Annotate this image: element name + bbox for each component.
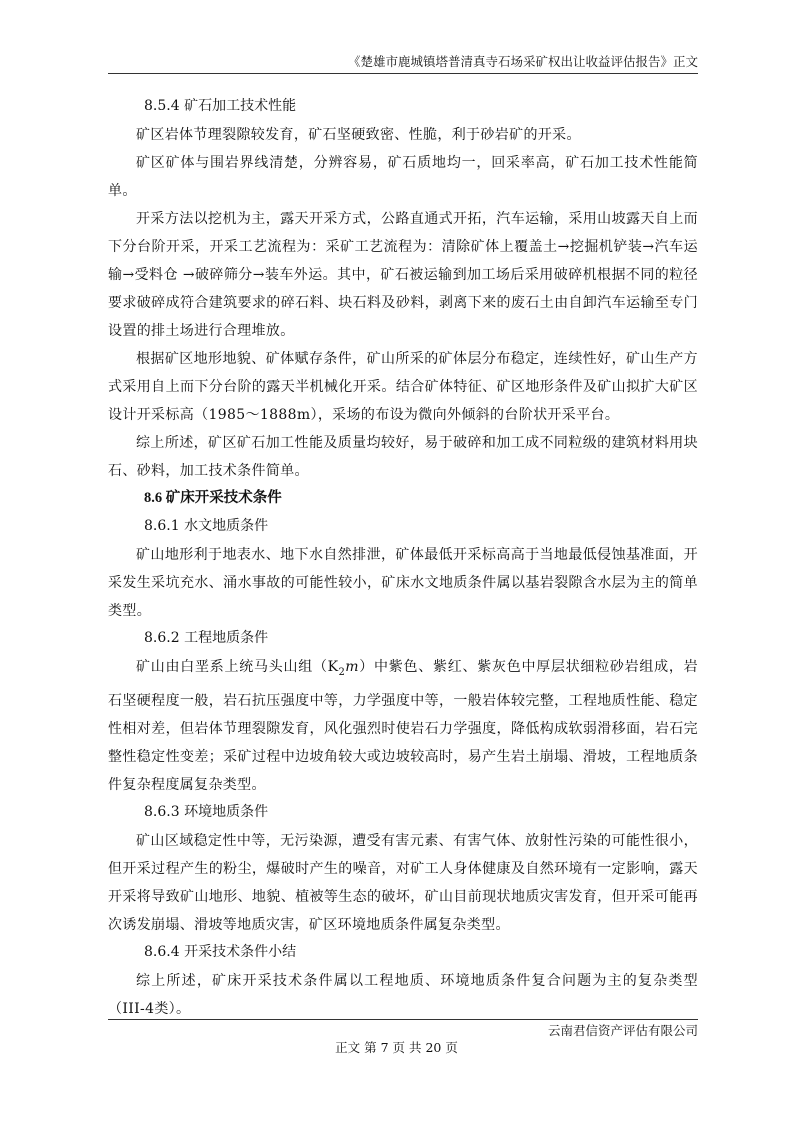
footer-company: 云南君信资产评估有限公司 — [547, 1023, 698, 1038]
formation-subscript: 2 — [338, 666, 346, 678]
text-run: ）中紫色、紫红、紫灰色中厚层状细粒砂岩组成，岩石坚硬程度一般，岩石抗压强度中等，力学强度中等，一般岩体较完整，工程地质性能、稳定性相对差，但岩体节理裂隙发育，风化强烈时使岩石力学强度，降低构成软弱滑移面，岩石完整性稳定性变差；采矿过程中边坡角较大或边坡较高时，易产生岩土崩塌、滑坡，工程地质条件复杂程度属复杂类型。 — [108, 659, 698, 793]
section-heading-8-6-3: 8.6.3 环境地质条件 — [144, 803, 269, 820]
paragraph — [108, 653, 698, 799]
paragraph: 矿山地形利于地表水、地下水自然排泄，矿体最低开采标高高于当地最低侵蚀基准面，开采发生采坑充水、涌水事故的可能性较小，矿床水文地质条件属以基岩裂隙含水层为主的简单类型。 — [108, 547, 698, 619]
footer-divider — [108, 1019, 698, 1020]
paragraph: 矿区岩体节理裂隙较发育，矿石坚硬致密、性脆，利于砂岩矿的开采。 — [136, 127, 581, 143]
page-header — [108, 48, 698, 74]
paragraph: 矿区矿体与围岩界线清楚，分辨容易，矿石质地均一，回采率高，矿石加工技术性能简单。 — [108, 155, 698, 199]
header-title: 《楚雄市鹿城镇塔普清真寺石场采矿权出让收益评估报告》正文 — [347, 54, 698, 69]
page-number: 正文 第 7 页 共 20 页 — [335, 1040, 458, 1055]
section-heading-8-6: 8.6 矿床开采技术条件 — [144, 490, 282, 506]
section-heading-8-6-2: 8.6.2 工程地质条件 — [144, 630, 269, 646]
paragraph: 综上所述，矿区矿石加工性能及质量均较好，易于破碎和加工成不同粒级的建筑材料用块石、砂料，加工技术条件简单。 — [108, 435, 698, 479]
paragraph: 综上所述，矿床开采技术条件属以工程地质、环境地质条件复合问题为主的复杂类型（III-4类）。 — [108, 972, 698, 1017]
section-heading-8-6-1: 8.6.1 水文地质条件 — [144, 518, 269, 534]
paragraph: 开采方法以挖机为主，露天开采方式，公路直通式开拓，汽车运输，采用山坡露天自上而下分台阶开采，开采工艺流程为：采矿工艺流程为：清除矿体上覆盖土→挖掘机铲装→汽车运输→受料仓 →破碎筛分→装车外运。其中，矿石被运输到加工场后采用破碎机根据不同的粒径要求破碎成符合建筑要求的碎石料、块石料及砂料，剥离下来的废石土由自卸汽车运输至专门设置的排土场进行合理堆放。 — [108, 211, 698, 339]
paragraph: 矿山区域稳定性中等，无污染源，遭受有害元素、有害气体、放射性污染的可能性很小，但开采过程产生的粉尘，爆破时产生的噪音，对矿工人身体健康及自然环境有一定影响，露天开采将导致矿山地形、地貌、植被等生态的破坏，矿山目前现状地质灾害发育，但开采可能再次诱发崩塌、滑坡等地质灾害，矿区环境地质条件属复杂类型。 — [108, 832, 698, 933]
text-run: 矿山由白垩系上统马头山组（K — [136, 659, 339, 675]
document-body — [108, 93, 698, 1023]
paragraph: 根据矿区地形地貌、矿体赋存条件，矿山所采的矿体层分布稳定，连续性好，矿山生产方式采用自上而下分台阶的露天半机械化开采。结合矿体特征、矿区地形条件及矿山拟扩大矿区设计开采标高（1985～1888m），采场的布设为微向外倾斜的台阶状开采平台。 — [108, 351, 698, 423]
section-heading-8-6-4: 8.6.4 开采技术条件小结 — [144, 943, 297, 960]
formation-italic: m — [345, 659, 359, 675]
section-heading-8-5-4: 8.5.4 矿石加工技术性能 — [144, 98, 297, 114]
